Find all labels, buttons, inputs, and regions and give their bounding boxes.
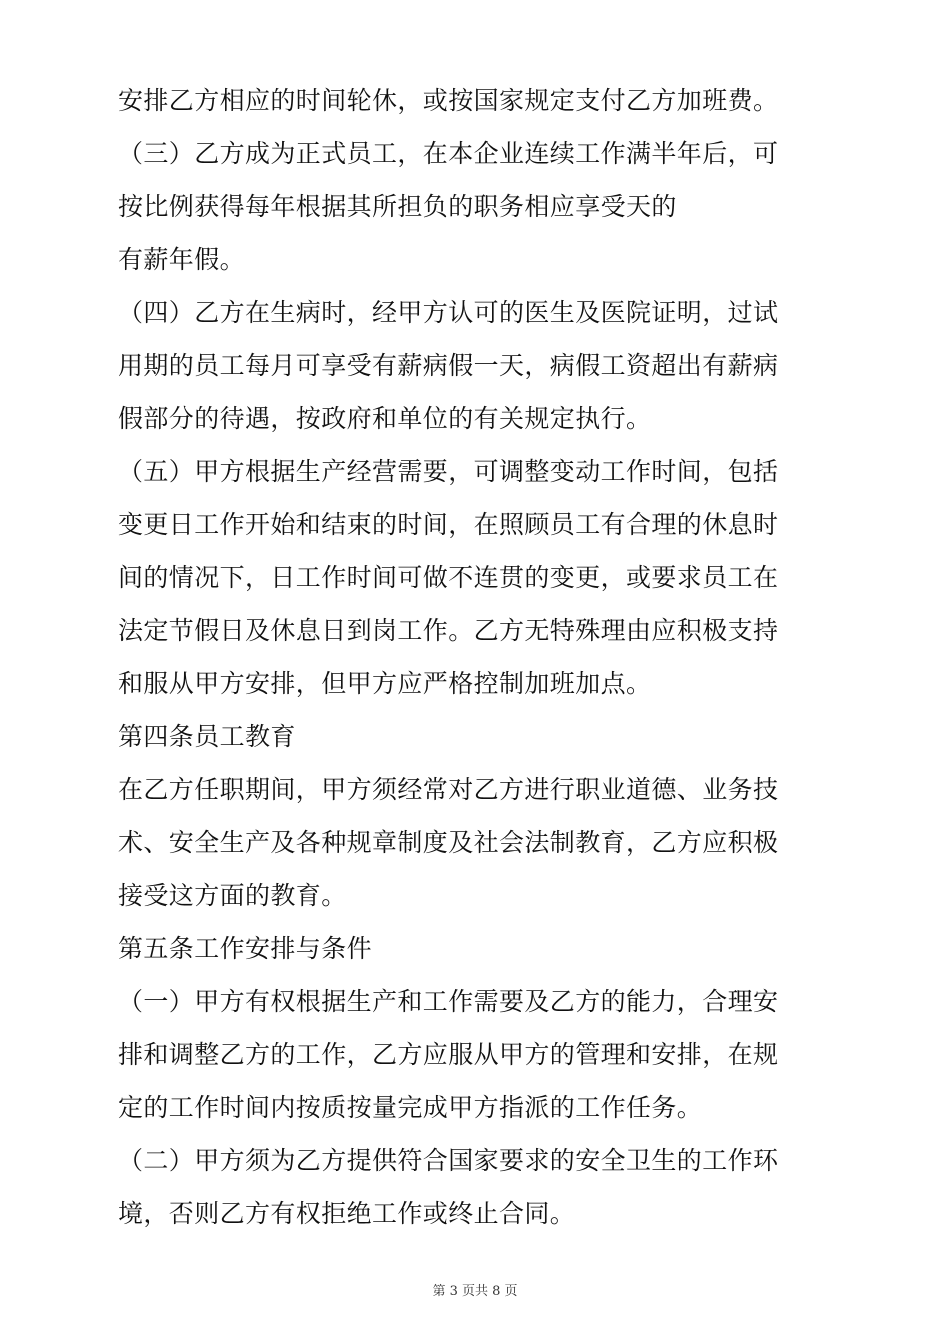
page-number: 第 3 页共 8 页 xyxy=(432,1284,518,1299)
text-line: 定的工作时间内按质按量完成甲方指派的工作任务。 xyxy=(118,1093,703,1122)
text-line: 用期的员工每月可享受有薪病假一天，病假工资超出有薪病 xyxy=(118,351,779,380)
text-line: （一）甲方有权根据生产和工作需要及乙方的能力，合理安 xyxy=(118,987,779,1016)
text-line: 有薪年假。 xyxy=(118,245,246,274)
text-line: （四）乙方在生病时，经甲方认可的医生及医院证明，过试 xyxy=(118,298,779,327)
text-line: 假部分的待遇，按政府和单位的有关规定执行。 xyxy=(118,404,652,433)
document-body xyxy=(118,74,848,1240)
text-line: 术、安全生产及各种规章制度及社会法制教育，乙方应积极 xyxy=(118,828,779,857)
text-line: 按比例获得每年根据其所担负的职务相应享受天的 xyxy=(118,192,677,221)
text-line: 变更日工作开始和结束的时间，在照顾员工有合理的休息时 xyxy=(118,510,779,539)
text-line: （三）乙方成为正式员工，在本企业连续工作满半年后，可 xyxy=(118,139,779,168)
text-line: 间的情况下，日工作时间可做不连贯的变更，或要求员工在 xyxy=(118,563,779,592)
text-line: 排和调整乙方的工作，乙方应服从甲方的管理和安排，在规 xyxy=(118,1040,779,1069)
text-line: （二）甲方须为乙方提供符合国家要求的安全卫生的工作环 xyxy=(118,1146,779,1175)
text-line: 境，否则乙方有权拒绝工作或终止合同。 xyxy=(118,1199,576,1228)
section-heading: 第四条员工教育 xyxy=(118,722,296,751)
text-line: 法定节假日及休息日到岗工作。乙方无特殊理由应积极支持 xyxy=(118,616,779,645)
text-line: （五）甲方根据生产经营需要，可调整变动工作时间，包括 xyxy=(118,457,779,486)
text-line: 安排乙方相应的时间轮休，或按国家规定支付乙方加班费。 xyxy=(118,86,779,115)
text-line: 接受这方面的教育。 xyxy=(118,881,347,910)
section-heading: 第五条工作安排与条件 xyxy=(118,934,373,963)
text-line: 和服从甲方安排，但甲方应严格控制加班加点。 xyxy=(118,669,652,698)
text-line: 在乙方任职期间，甲方须经常对乙方进行职业道德、业务技 xyxy=(118,775,779,804)
